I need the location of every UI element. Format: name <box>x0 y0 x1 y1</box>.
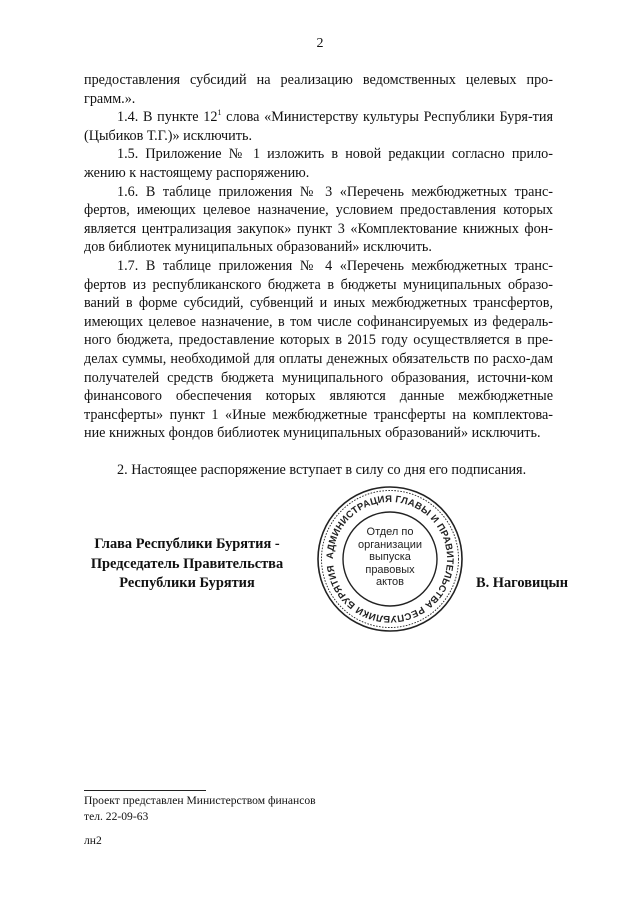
footnote-line: тел. 22-09-63 <box>84 810 149 824</box>
superscript: 1 <box>217 108 222 118</box>
signer-name: В. Наговицын <box>476 575 569 591</box>
signature-title-line: Глава Республики Бурятия - <box>94 536 280 552</box>
paragraph: 2. Настоящее распоряжение вступает в силу со дня его подписания. <box>117 461 527 478</box>
stamp-line: правовых <box>365 563 415 576</box>
paragraph: 1.5. Приложение № 1 изложить в новой редакции согласно прило-жению к настоящему распоряжению. <box>84 146 553 181</box>
signature-title-line: Председатель Правительства <box>90 555 284 572</box>
paragraph <box>84 108 553 145</box>
document-code: лн2 <box>84 834 102 847</box>
paragraph: предоставления субсидий на реализацию ведомственных целевых про-грамм.». <box>84 72 553 107</box>
stamp-line: актов <box>376 576 404 589</box>
paragraph-text: 1.4. В пункте 12 <box>117 109 218 126</box>
paragraph: 1.6. В таблице приложения № 3 «Перечень межбюджетных транс-фертов, имеющих целевое назначение, условием предоставления которых является централизация закупок» пункт 3 «Комплектование книжных фон-дов библиотек муниципальных образований» исключить. <box>84 183 553 256</box>
stamp-ring-text: АДМИНИСТРАЦИЯ ГЛАВЫ И ПРАВИТЕЛЬСТВА РЕСПУБЛИКИ БУРЯТИЯ <box>324 493 456 625</box>
stamp-line: выпуска <box>369 551 411 564</box>
stamp-inner-text <box>340 526 440 589</box>
footnote-divider <box>84 790 206 791</box>
footnote <box>84 793 316 826</box>
signature-title-line: Республики Бурятия <box>119 575 255 591</box>
stamp-line: организации <box>357 538 423 551</box>
footnote-line: Проект представлен Министерством финансов <box>84 794 316 807</box>
body-text <box>84 71 553 479</box>
page-number: 2 <box>316 36 324 51</box>
stamp-line: Отдел по <box>366 526 414 538</box>
paragraph: 1.7. В таблице приложения № 4 «Перечень межбюджетных транс-фертов из республиканского бюджета в бюджеты муниципальных образо-ваний в форме субсидий, субвенций и иных межбюджетных трансфертов, имеющих целевое назначение, в том числе софинансируемых из федераль-ного бюджета, предоставление которых в 2015 году осуществляется в пре-делах суммы, необходимой для оплаты денежных обязательств по расхо-дам получателей средств бюджета муниципального образования, источни-ком финансового обеспечения которых являются данные межбюджетные трансферты» пункт 1 «Иные межбюджетные трансферты на комплектова-ние книжных фондов библиотек муниципальных образований» исключить. <box>84 257 553 442</box>
paragraph-text: слова «Министерству культуры Республики Буря-тия (Цыбиков Т.Г.)» исключить. <box>84 109 553 144</box>
signature-title <box>84 535 290 594</box>
